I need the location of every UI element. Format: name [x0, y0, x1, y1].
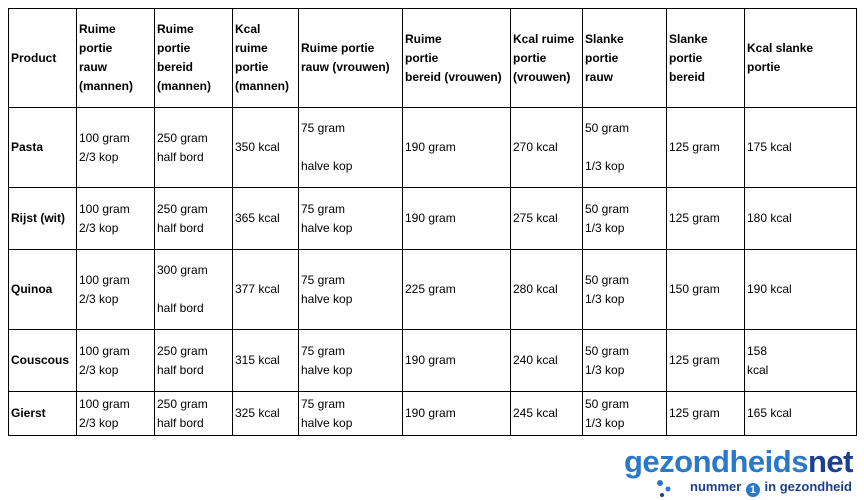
- cell-line: halve kop: [301, 362, 353, 377]
- cell-line: 270 kcal: [513, 140, 558, 154]
- cell-line: half bord: [157, 220, 204, 235]
- column-header-ruime-bereid-vrouwen: [403, 9, 511, 108]
- logo-wordmark-part1: gezondheids: [624, 444, 808, 479]
- cell-line: 325 kcal: [235, 406, 280, 420]
- cell-line: 180 kcal: [747, 211, 792, 225]
- cell-line: 1/3 kop: [585, 159, 625, 173]
- cell-line: 150 gram: [669, 282, 720, 296]
- table-row: [9, 108, 857, 188]
- cell-line: Ruime portie: [301, 41, 375, 55]
- row-header-product: Quinoa: [9, 250, 77, 330]
- cell-line: 2/3 kop: [79, 415, 119, 430]
- cell-slanke-bereid: [667, 392, 745, 436]
- cell-line: Ruime: [405, 31, 442, 46]
- cell-line: 377 kcal: [235, 282, 280, 296]
- cell-line: 280 kcal: [513, 282, 558, 296]
- cell-line: [585, 138, 664, 157]
- cell-line: (mannen): [235, 79, 289, 93]
- cell-line: 240 kcal: [513, 353, 558, 367]
- cell-line: 50 gram: [585, 396, 630, 411]
- cell-line: 300 gram: [157, 263, 208, 277]
- cell-line: halve kop: [301, 220, 353, 235]
- cell-kcal-ruime-vrouwen: [511, 330, 583, 392]
- cell-line: [301, 138, 400, 157]
- cell-ruime-rauw-mannen: [77, 330, 155, 392]
- row-header-product: Couscous: [9, 330, 77, 392]
- cell-line: 190 gram: [405, 140, 456, 154]
- cell-ruime-rauw-mannen: [77, 250, 155, 330]
- row-header-product: Pasta: [9, 108, 77, 188]
- column-header-kcal-ruime-vrouwen: [511, 9, 583, 108]
- cell-slanke-rauw: [583, 250, 667, 330]
- cell-line: 190 gram: [405, 353, 456, 367]
- cell-line: 175 kcal: [747, 140, 792, 154]
- cell-line: Kcal slanke: [747, 41, 814, 55]
- cell-line: 50 gram: [585, 201, 630, 216]
- table-row: [9, 250, 857, 330]
- cell-ruime-bereid-vrouwen: [403, 330, 511, 392]
- cell-line: [157, 280, 230, 299]
- cell-line: rauw (vrouwen): [301, 60, 390, 74]
- cell-slanke-rauw: [583, 330, 667, 392]
- cell-line: portie: [585, 50, 619, 65]
- cell-line: 190 gram: [405, 406, 456, 420]
- cell-line: (mannen): [79, 79, 133, 93]
- cell-slanke-bereid: [667, 330, 745, 392]
- cell-line: portie: [669, 50, 703, 65]
- cell-ruime-rauw-vrouwen: [299, 392, 403, 436]
- cell-ruime-rauw-mannen: [77, 392, 155, 436]
- cell-line: halve kop: [301, 159, 353, 173]
- cell-line: 50 gram: [585, 121, 630, 135]
- cell-kcal-slanke: [745, 250, 857, 330]
- cell-ruime-bereid-mannen: [155, 250, 233, 330]
- cell-line: bereid: [157, 60, 194, 74]
- cell-line: 125 gram: [669, 211, 720, 225]
- cell-kcal-slanke: [745, 108, 857, 188]
- cell-line: 50 gram: [585, 343, 630, 358]
- cell-ruime-rauw-vrouwen: [299, 250, 403, 330]
- cell-line: 190 kcal: [747, 282, 792, 296]
- cell-line: 2/3 kop: [79, 291, 119, 306]
- cell-line: Ruime: [157, 22, 194, 36]
- cell-ruime-rauw-mannen: [77, 108, 155, 188]
- cell-line: 365 kcal: [235, 211, 280, 225]
- cell-kcal-ruime-vrouwen: [511, 188, 583, 250]
- cell-slanke-bereid: [667, 108, 745, 188]
- cell-ruime-bereid-mannen: [155, 108, 233, 188]
- row-header-product: Gierst: [9, 392, 77, 436]
- cell-line: 250 gram: [157, 130, 208, 145]
- cell-line: 75 gram: [301, 201, 346, 216]
- cell-ruime-bereid-mannen: [155, 330, 233, 392]
- column-header-ruime-bereid-mannen: [155, 9, 233, 108]
- header-row: [9, 9, 857, 108]
- tagline-after: in gezondheid: [764, 479, 852, 494]
- cell-slanke-rauw: [583, 108, 667, 188]
- cell-kcal-ruime-mannen: [233, 392, 299, 436]
- column-header-slanke-rauw: [583, 9, 667, 108]
- cell-line: 75 gram: [301, 396, 346, 411]
- cell-line: 100 gram: [79, 130, 130, 145]
- cell-line: Kcal: [235, 22, 261, 36]
- cell-kcal-ruime-mannen: [233, 108, 299, 188]
- cell-slanke-bereid: [667, 250, 745, 330]
- cell-line: 2/3 kop: [79, 220, 119, 235]
- cell-kcal-slanke: [745, 392, 857, 436]
- column-header-product: [9, 9, 77, 108]
- column-header-ruime-rauw-vrouwen: [299, 9, 403, 108]
- row-header-product: Rijst (wit): [9, 188, 77, 250]
- cell-line: 125 gram: [669, 353, 720, 367]
- logo-wordmark: [624, 444, 853, 480]
- cell-kcal-ruime-vrouwen: [511, 392, 583, 436]
- cell-line: 245 kcal: [513, 406, 558, 420]
- cell-line: 75 gram: [301, 343, 346, 358]
- cell-line: 100 gram: [79, 343, 130, 358]
- cell-line: portie: [513, 50, 547, 65]
- cell-kcal-slanke: [745, 188, 857, 250]
- cell-slanke-rauw: [583, 188, 667, 250]
- cell-line: 275 kcal: [513, 211, 558, 225]
- cell-slanke-rauw: [583, 392, 667, 436]
- cell-line: 190 gram: [405, 211, 456, 225]
- cell-line: 75 gram: [301, 272, 346, 287]
- cell-line: rauw: [585, 69, 614, 84]
- cell-line: 2/3 kop: [79, 362, 119, 377]
- nutrition-table: [8, 8, 857, 436]
- cell-line: 158: [747, 343, 768, 358]
- cell-line: 250 gram: [157, 201, 208, 216]
- cell-line: portie: [405, 50, 439, 65]
- cell-line: 250 gram: [157, 343, 208, 358]
- cell-line: 100 gram: [79, 201, 130, 216]
- cell-line: 125 gram: [669, 406, 720, 420]
- column-header-kcal-ruime-mannen: [233, 9, 299, 108]
- cell-kcal-ruime-vrouwen: [511, 250, 583, 330]
- column-header-kcal-slanke: [745, 9, 857, 108]
- cell-line: 2/3 kop: [79, 149, 119, 164]
- cell-ruime-bereid-mannen: [155, 188, 233, 250]
- cell-line: 225 gram: [405, 282, 456, 296]
- logo-wordmark-part2: net: [807, 444, 853, 479]
- cell-line: (vrouwen): [513, 69, 571, 84]
- cell-line: halve kop: [301, 415, 353, 430]
- cell-line: half bord: [157, 415, 204, 430]
- cell-line: 350 kcal: [235, 140, 280, 154]
- cell-line: bereid (vrouwen): [405, 69, 502, 84]
- cell-line: Ruime: [79, 22, 116, 36]
- column-header-slanke-bereid: [667, 9, 745, 108]
- cell-ruime-bereid-vrouwen: [403, 392, 511, 436]
- cell-ruime-bereid-mannen: [155, 392, 233, 436]
- cell-ruime-bereid-vrouwen: [403, 108, 511, 188]
- cell-line: 315 kcal: [235, 353, 280, 367]
- cell-line: 100 gram: [79, 272, 130, 287]
- cell-line: 1/3 kop: [585, 220, 625, 235]
- cell-line: 100 gram: [79, 396, 130, 411]
- cell-kcal-ruime-mannen: [233, 330, 299, 392]
- cell-line: 165 kcal: [747, 406, 792, 420]
- cell-line: halve kop: [301, 291, 353, 306]
- cell-line: 125 gram: [669, 140, 720, 154]
- cell-slanke-bereid: [667, 188, 745, 250]
- cell-line: Slanke: [669, 31, 708, 46]
- cell-ruime-bereid-vrouwen: [403, 188, 511, 250]
- gezondheidsnet-logo: [620, 444, 856, 500]
- cell-line: Product: [11, 50, 57, 65]
- table-row: [9, 330, 857, 392]
- cell-ruime-rauw-vrouwen: [299, 108, 403, 188]
- cell-line: Slanke: [585, 31, 624, 46]
- cell-ruime-rauw-vrouwen: [299, 330, 403, 392]
- cell-kcal-ruime-mannen: [233, 250, 299, 330]
- cell-line: 250 gram: [157, 396, 208, 411]
- cell-line: 50 gram: [585, 272, 630, 287]
- cell-line: Kcal ruime: [513, 31, 575, 46]
- cell-line: rauw: [79, 60, 108, 74]
- cell-line: bereid: [669, 69, 706, 84]
- cell-line: 1/3 kop: [585, 362, 625, 377]
- cell-ruime-rauw-vrouwen: [299, 188, 403, 250]
- cell-line: half bord: [157, 362, 204, 377]
- cell-line: kcal: [747, 362, 769, 377]
- cell-kcal-ruime-vrouwen: [511, 108, 583, 188]
- table-body: [9, 9, 857, 436]
- cell-line: portie: [747, 60, 781, 74]
- cell-line: portie: [79, 41, 113, 55]
- cell-line: ruime: [235, 41, 268, 55]
- tagline-before: nummer: [690, 479, 742, 494]
- cell-line: 1/3 kop: [585, 291, 625, 306]
- cell-line: 75 gram: [301, 121, 346, 135]
- cell-line: portie: [235, 60, 269, 74]
- cell-line: portie: [157, 41, 191, 55]
- cell-line: (mannen): [157, 79, 211, 93]
- cell-kcal-ruime-mannen: [233, 188, 299, 250]
- cell-ruime-rauw-mannen: [77, 188, 155, 250]
- cell-line: half bord: [157, 149, 204, 164]
- table-row: [9, 392, 857, 436]
- column-header-ruime-rauw-mannen: [77, 9, 155, 108]
- logo-tagline: [690, 479, 852, 497]
- cell-line: 1/3 kop: [585, 415, 625, 430]
- cell-line: half bord: [157, 301, 204, 315]
- cell-kcal-slanke: [745, 330, 857, 392]
- cell-ruime-bereid-vrouwen: [403, 250, 511, 330]
- number-one-badge-icon: 1: [746, 483, 760, 497]
- table-row: [9, 188, 857, 250]
